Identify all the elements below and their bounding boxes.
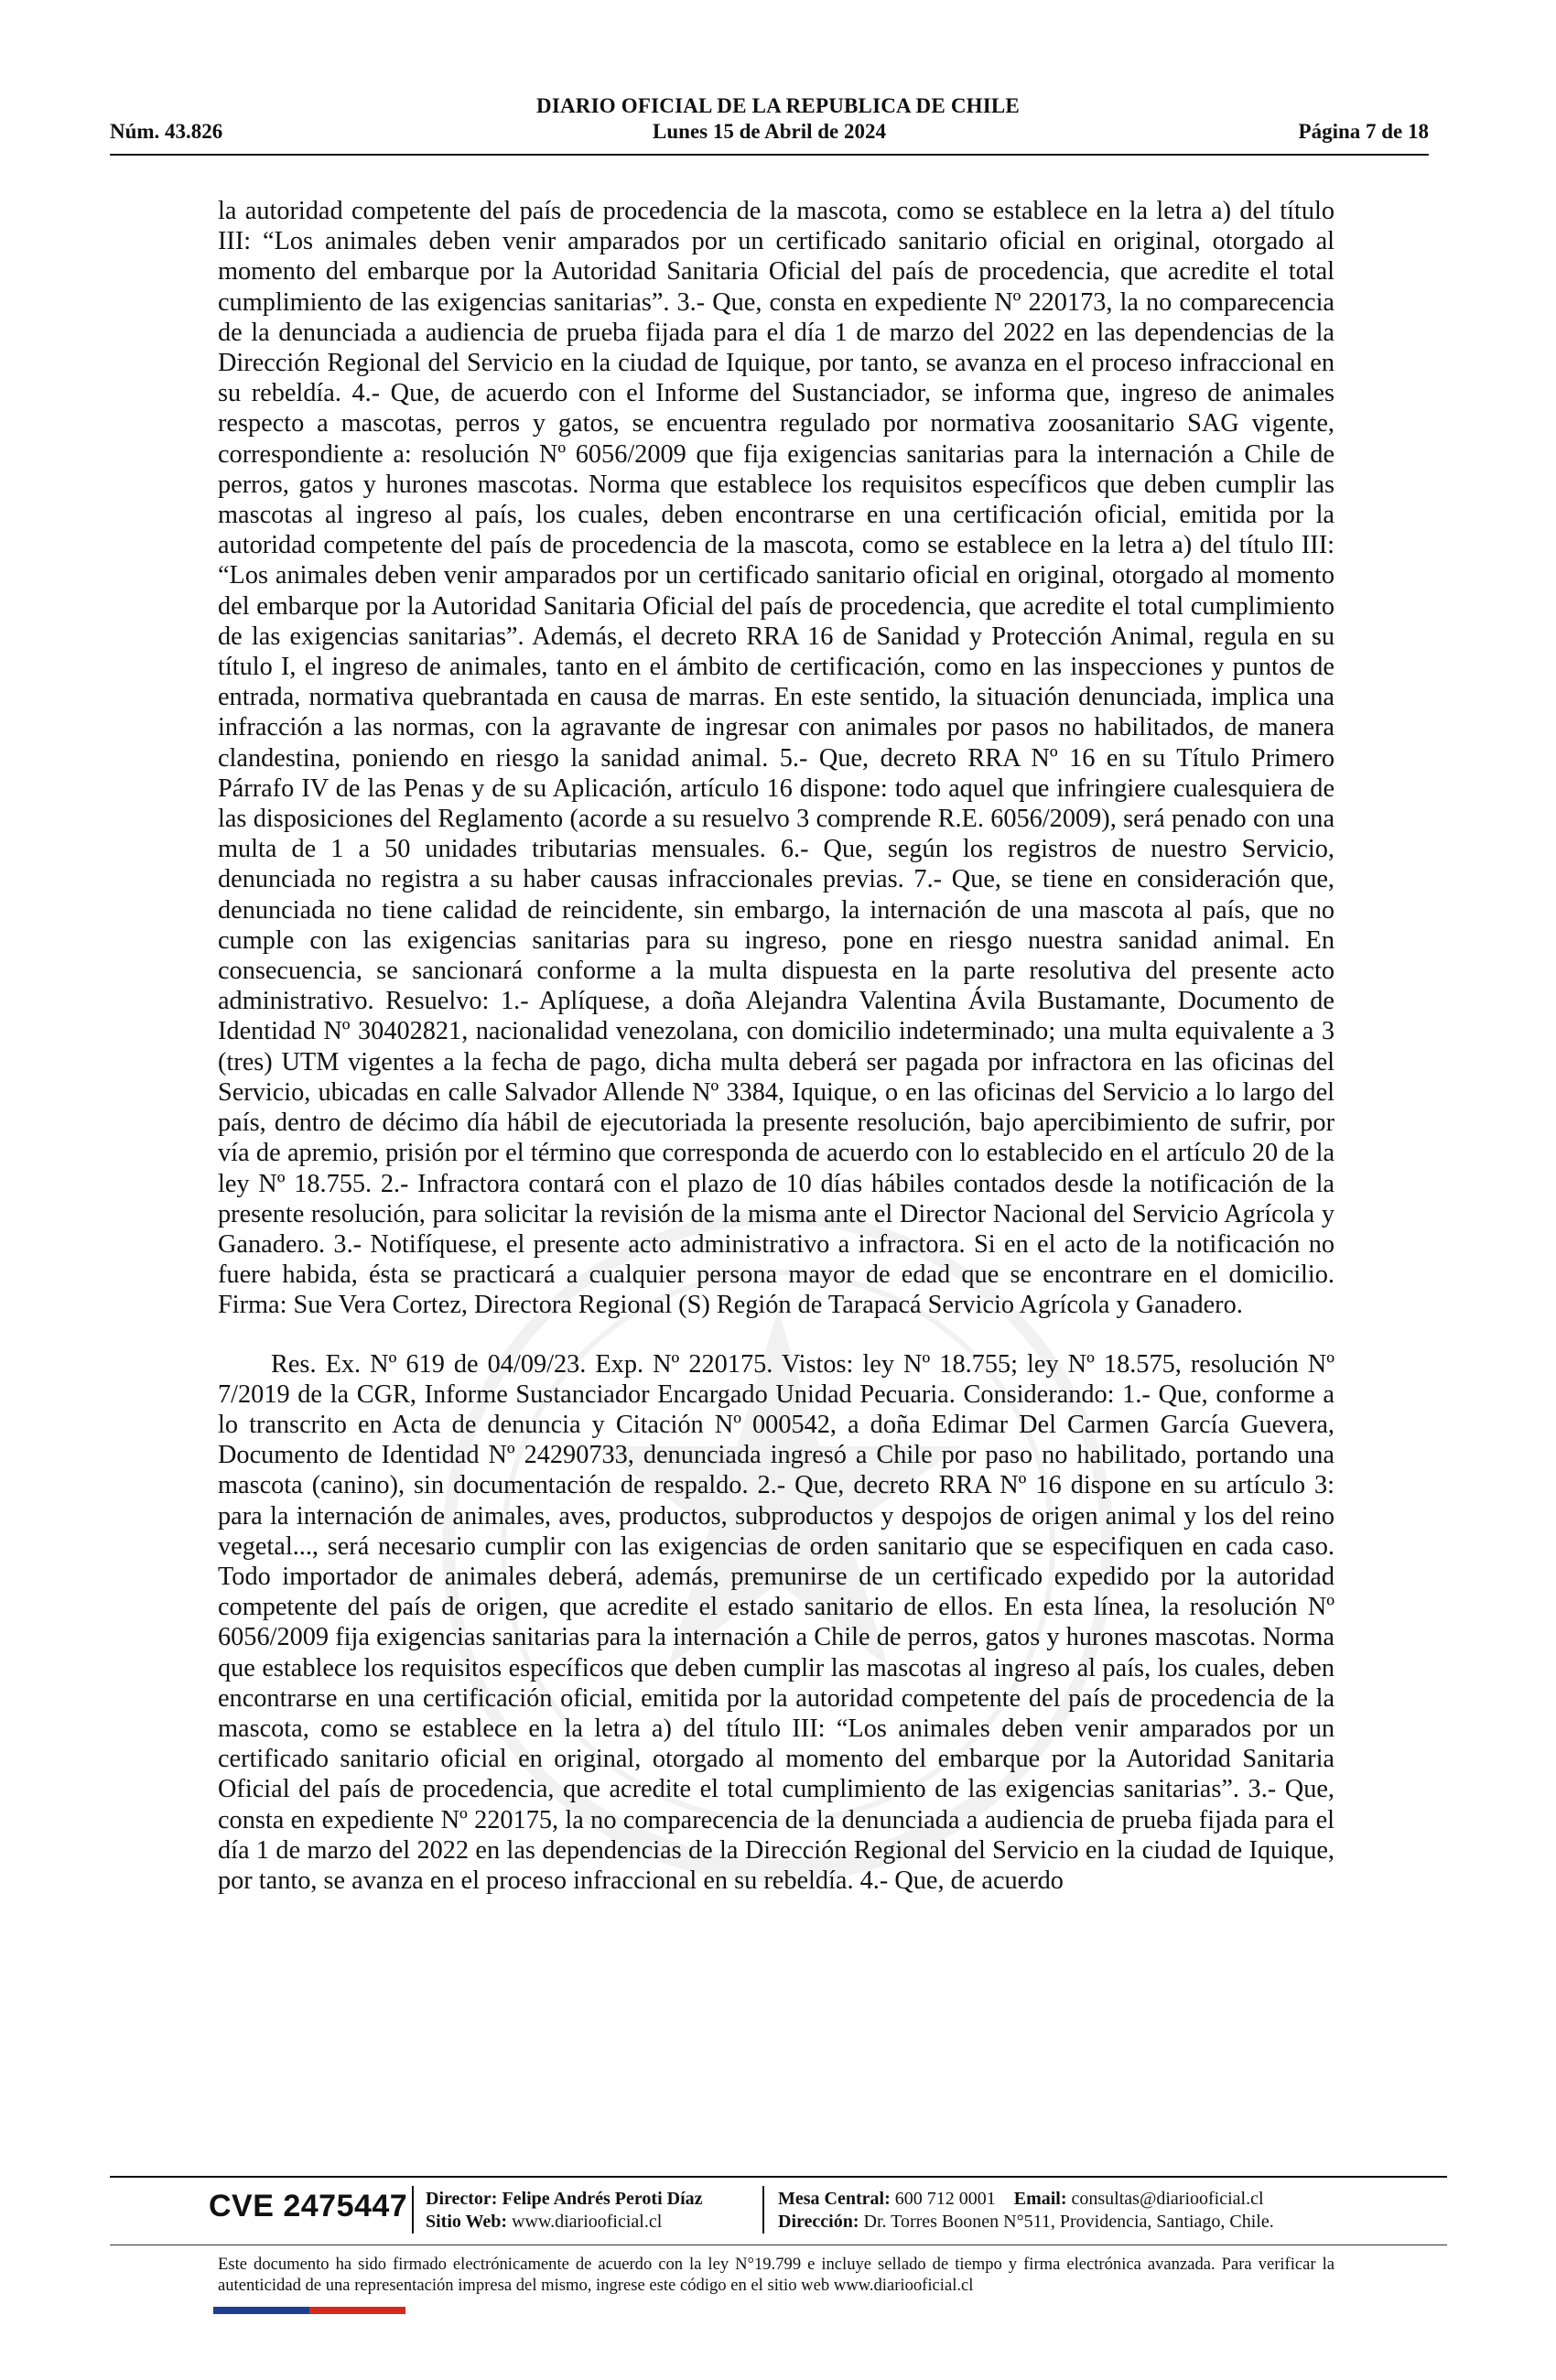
address-label: Dirección: <box>778 2212 859 2232</box>
paragraph-resolution-619: Res. Ex. Nº 619 de 04/09/23. Exp. Nº 220175. Vistos: ley Nº 18.755; ley Nº 18.575, resolución Nº 7/2019 de la CGR, Informe Sustanciador Encargado Unidad Pecuaria. Considerando: 1.- Que, conforme a lo transcrito en Acta de denuncia y Citación Nº 000542, a doña Edimar Del Carmen García Guevera, Documento de Identidad Nº 24290733, denunciada ingresó a Chile por paso no habilitado, portando una mascota (canino), sin documentación de respaldo. 2.- Que, decreto RRA Nº 16 dispone en su artículo 3: para la internación de animales, aves, productos, subproductos y despojos de origen animal y los del reino vegetal..., será necesario cumplir con las exigencias de orden sanitario que se especifiquen en cada caso. Todo importador de animales deberá, además, premunirse de un certificado expedido por la autoridad competente del país de origen, que acredite el estado sanitario de ellos. En esta línea, la resolución Nº 6056/2009 fija exigencias sanitarias para la internación a Chile de perros, gatos y hurones mascotas. Norma que establece los requisitos específicos que deben cumplir las mascotas al ingreso al país, los cuales, deben encontrarse en una certificación oficial, emitida por la autoridad competente del país de procedencia de la mascota, como se establece en la letra a) del título III: “Los animales deben venir amparados por un certificado sanitario oficial en original, otorgado al momento del embarque por la Autoridad Sanitaria Oficial del país de procedencia, que acredite el total cumplimiento de las exigencias sanitarias”. 3.- Que, consta en expediente Nº 220175, la no comparecencia de la denunciada a audiencia de prueba fijada para el día 1 de marzo del 2022 en las dependencias de la Dirección Regional del Servicio en la ciudad de Iquique, por tanto, se avanza en el proceso infraccional en su rebeldía. 4.- Que, de acuerdo <box>218 1349 1334 1895</box>
footer-contact-block <box>778 2188 1274 2234</box>
website-link[interactable]: www.diariooficial.cl <box>512 2212 663 2232</box>
issue-date: Lunes 15 de Abril de 2024 <box>653 120 886 143</box>
email-link[interactable]: consultas@diariooficial.cl <box>1071 2189 1264 2209</box>
footer-director-block <box>426 2188 703 2234</box>
director-name: Felipe Andrés Peroti Díaz <box>502 2189 703 2209</box>
website-label: Sitio Web: <box>426 2212 508 2232</box>
flag-stripe-blue <box>213 2307 309 2314</box>
page-number: Página 7 de 18 <box>1298 120 1429 143</box>
chile-flag-stripe <box>213 2307 405 2314</box>
newspaper-title: DIARIO OFICIAL DE LA REPUBLICA DE CHILE <box>536 94 1020 117</box>
flag-stripe-red <box>309 2307 405 2314</box>
paragraph-continued: la autoridad competente del país de procedencia de la mascota, como se establece en la letra a) del título III: “Los animales deben venir amparados por un certificado sanitario oficial en original, otorgado al momento del embarque por la Autoridad Sanitaria Oficial del país de procedencia, que acredite el total cumplimiento de las exigencias sanitarias”. 3.- Que, consta en expediente Nº 220173, la no comparecencia de la denunciada a audiencia de prueba fijada para el día 1 de marzo del 2022 en las dependencias de la Dirección Regional del Servicio en la ciudad de Iquique, por tanto, se avanza en el proceso infraccional en su rebeldía. 4.- Que, de acuerdo con el Informe del Sustanciador, se informa que, ingreso de animales respecto a mascotas, perros y gatos, se encuentra regulado por normativa zoosanitario SAG vigente, correspondiente a: resolución Nº 6056/2009 que fija exigencias sanitarias para la internación a Chile de perros, gatos y hurones mascotas. Norma que establece los requisitos específicos que deben cumplir las mascotas al ingreso al país, los cuales, deben encontrarse en una certificación oficial, emitida por la autoridad competente del país de procedencia de la mascota, como se establece en la letra a) del título III: “Los animales deben venir amparados por un certificado sanitario oficial en original, otorgado al momento del embarque por la Autoridad Sanitaria Oficial del país de procedencia, que acredite el total cumplimiento de las exigencias sanitarias”. Además, el decreto RRA 16 de Sanidad y Protección Animal, regula en su título I, el ingreso de animales, tanto en el ámbito de certificación, como en las inspecciones y puntos de entrada, normativa quebrantada en causa de marras. En este sentido, la situación denunciada, implica una infracción a las normas, con la agravante de ingresar con animales por pasos no habilitados, de manera clandestina, poniendo en riesgo la sanidad animal. 5.- Que, decreto RRA Nº 16 en su Título Primero Párrafo IV de las Penas y de su Aplicación, artículo 16 dispone: todo aquel que infringiere cualesquiera de las disposiciones del Reglamento (acorde a su resuelvo 3 comprende R.E. 6056/2009), será penado con una multa de 1 a 50 unidades tributarias mensuales. 6.- Que, según los registros de nuestro Servicio, denunciada no registra a su haber causas infraccionales previas. 7.- Que, se tiene en consideración que, denunciada no tiene calidad de reincidente, sin embargo, la internación de una mascota al país, que no cumple con las exigencias sanitarias para su ingreso, pone en riesgo nuestra sanidad animal. En consecuencia, se sancionará conforme a la multa dispuesta en la parte resolutiva del presente acto administrativo. Resuelvo: 1.- Aplíquese, a doña Alejandra Valentina Ávila Bustamante, Documento de Identidad Nº 30402821, nacionalidad venezolana, con domicilio indeterminado; una multa equivalente a 3 (tres) UTM vigentes a la fecha de pago, dicha multa deberá ser pagada por infractora en las oficinas del Servicio, ubicadas en calle Salvador Allende Nº 3384, Iquique, o en las oficinas del Servicio a lo largo del país, dentro de décimo día hábil de ejecutoriada la presente resolución, bajo apercibimiento de sufrir, por vía de apremio, prisión por el término que corresponda de acuerdo con lo establecido en el artículo 20 de la ley Nº 18.755. 2.- Infractora contará con el plazo de 10 días hábiles contados desde la notificación de la presente resolución, para solicitar la revisión de la misma ante el Director Nacional del Servicio Agrícola y Ganadero. 3.- Notifíquese, el presente acto administrativo a infractora. Si en el acto de la notificación no fuere habida, ésta se practicará a cualquier persona mayor de edad que se encontrare en el domicilio. Firma: Sue Vera Cortez, Directora Regional (S) Región de Tarapacá Servicio Agrícola y Ganadero. <box>218 197 1334 1320</box>
header-meta-row <box>110 120 1429 147</box>
footer-separator <box>412 2186 414 2234</box>
footer-separator <box>762 2186 764 2234</box>
cve-code: CVE 2475447 <box>209 2189 408 2223</box>
phone-label: Mesa Central: <box>778 2189 891 2209</box>
phone-number: 600 712 0001 <box>894 2189 996 2209</box>
header-divider <box>110 154 1429 156</box>
electronic-signature-note: Este documento ha sido firmado electrónicamente de acuerdo con la ley N°19.799 e incluye sellado de tiempo y firma electrónica avanzada. Para verificar la autenticidad de una representación impresa del mismo, ingrese este código en el sitio web www.diariooficial.cl <box>218 2255 1334 2295</box>
director-label: Director: <box>426 2189 498 2209</box>
email-label: Email: <box>1013 2189 1067 2209</box>
article-body <box>218 196 1334 1896</box>
issue-number: Núm. 43.826 <box>110 120 223 143</box>
footer-divider-top <box>110 2176 1447 2178</box>
address-text: Dr. Torres Boonen N°511, Providencia, Santiago, Chile. <box>863 2212 1274 2232</box>
